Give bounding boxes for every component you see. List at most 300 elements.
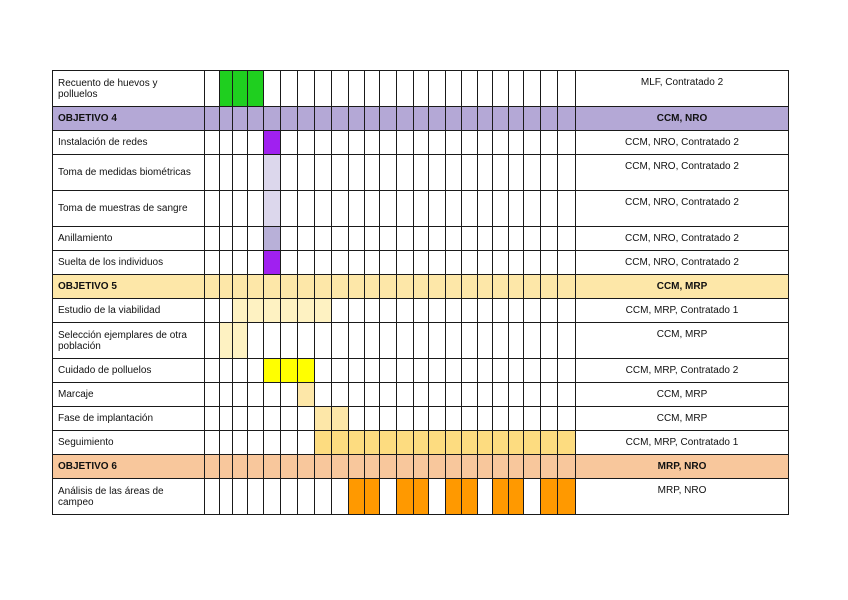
- timeline-cell: [524, 71, 541, 107]
- task-row: [53, 431, 789, 455]
- schedule-body: [53, 71, 789, 515]
- timeline-cell: [233, 191, 248, 227]
- objective-label: OBJETIVO 5: [53, 275, 205, 299]
- timeline-cell: [558, 131, 576, 155]
- timeline-cell: [429, 155, 446, 191]
- timeline-cell: [558, 299, 576, 323]
- timeline-cell: [248, 323, 264, 359]
- timeline-cell: [365, 71, 380, 107]
- timeline-cell: [281, 479, 298, 515]
- timeline-cell: [205, 131, 220, 155]
- timeline-cell: [429, 323, 446, 359]
- task-responsible: CCM, NRO, Contratado 2: [576, 251, 789, 275]
- timeline-cell: [349, 227, 365, 251]
- timeline-cell: [524, 299, 541, 323]
- timeline-cell: [414, 455, 429, 479]
- timeline-cell: [380, 299, 397, 323]
- timeline-cell: [264, 383, 281, 407]
- timeline-cell: [365, 455, 380, 479]
- timeline-cell-active: [233, 323, 248, 359]
- timeline-cell: [298, 107, 315, 131]
- task-responsible: CCM, MRP, Contratado 1: [576, 431, 789, 455]
- timeline-cell: [220, 155, 233, 191]
- task-label: Instalación de redes: [53, 131, 205, 155]
- timeline-cell: [332, 107, 349, 131]
- timeline-cell: [478, 383, 493, 407]
- timeline-cell: [493, 323, 509, 359]
- timeline-cell: [281, 323, 298, 359]
- task-row: [53, 299, 789, 323]
- timeline-cell: [332, 275, 349, 299]
- timeline-cell: [397, 71, 414, 107]
- timeline-cell: [233, 251, 248, 275]
- timeline-cell: [397, 251, 414, 275]
- timeline-cell: [524, 479, 541, 515]
- timeline-cell: [558, 275, 576, 299]
- timeline-cell: [397, 383, 414, 407]
- timeline-cell: [205, 479, 220, 515]
- timeline-cell: [380, 107, 397, 131]
- timeline-cell: [281, 383, 298, 407]
- timeline-cell-active: [349, 431, 365, 455]
- timeline-cell: [220, 455, 233, 479]
- timeline-cell: [380, 275, 397, 299]
- timeline-cell: [205, 431, 220, 455]
- timeline-cell: [493, 407, 509, 431]
- timeline-cell: [509, 359, 524, 383]
- timeline-cell: [397, 131, 414, 155]
- timeline-cell: [414, 407, 429, 431]
- timeline-cell: [429, 455, 446, 479]
- timeline-cell: [248, 431, 264, 455]
- timeline-cell: [462, 407, 478, 431]
- timeline-cell: [332, 131, 349, 155]
- timeline-cell: [380, 251, 397, 275]
- timeline-cell: [446, 383, 462, 407]
- timeline-cell: [397, 455, 414, 479]
- timeline-cell: [558, 155, 576, 191]
- timeline-cell: [365, 299, 380, 323]
- task-label: Toma de medidas biométricas: [53, 155, 205, 191]
- timeline-cell: [220, 407, 233, 431]
- timeline-cell: [248, 251, 264, 275]
- timeline-cell: [315, 479, 332, 515]
- timeline-cell-active: [397, 479, 414, 515]
- objective-row: [53, 455, 789, 479]
- timeline-cell: [315, 71, 332, 107]
- objective-responsible: CCM, NRO: [576, 107, 789, 131]
- timeline-cell-active: [233, 71, 248, 107]
- timeline-cell: [541, 407, 558, 431]
- timeline-cell: [509, 407, 524, 431]
- timeline-cell: [524, 227, 541, 251]
- timeline-cell: [478, 131, 493, 155]
- timeline-cell: [332, 227, 349, 251]
- timeline-cell-active: [281, 359, 298, 383]
- timeline-cell: [220, 107, 233, 131]
- timeline-cell: [365, 155, 380, 191]
- timeline-cell: [220, 191, 233, 227]
- timeline-cell: [462, 155, 478, 191]
- timeline-cell: [349, 71, 365, 107]
- timeline-cell: [524, 455, 541, 479]
- task-responsible: CCM, NRO, Contratado 2: [576, 191, 789, 227]
- task-label: Selección ejemplares de otra población: [53, 323, 205, 359]
- timeline-cell: [365, 107, 380, 131]
- timeline-cell: [541, 323, 558, 359]
- timeline-cell: [541, 455, 558, 479]
- timeline-cell: [397, 323, 414, 359]
- timeline-cell: [380, 131, 397, 155]
- timeline-cell: [264, 275, 281, 299]
- timeline-cell: [205, 359, 220, 383]
- timeline-cell: [462, 299, 478, 323]
- timeline-cell: [349, 359, 365, 383]
- timeline-cell: [220, 251, 233, 275]
- task-row: [53, 383, 789, 407]
- timeline-cell: [446, 191, 462, 227]
- timeline-cell: [233, 359, 248, 383]
- timeline-cell: [205, 383, 220, 407]
- timeline-cell: [281, 131, 298, 155]
- timeline-cell: [558, 455, 576, 479]
- timeline-cell: [509, 323, 524, 359]
- timeline-cell: [446, 71, 462, 107]
- timeline-cell: [248, 191, 264, 227]
- timeline-cell: [429, 383, 446, 407]
- timeline-cell: [233, 455, 248, 479]
- timeline-cell: [429, 299, 446, 323]
- timeline-cell: [315, 383, 332, 407]
- timeline-cell: [349, 107, 365, 131]
- timeline-cell: [298, 455, 315, 479]
- timeline-cell: [380, 383, 397, 407]
- timeline-cell: [205, 323, 220, 359]
- timeline-cell: [493, 155, 509, 191]
- timeline-cell: [524, 383, 541, 407]
- timeline-cell: [462, 275, 478, 299]
- task-responsible: CCM, MRP: [576, 407, 789, 431]
- timeline-cell: [248, 455, 264, 479]
- timeline-cell: [397, 191, 414, 227]
- timeline-cell: [365, 407, 380, 431]
- task-responsible: CCM, NRO, Contratado 2: [576, 131, 789, 155]
- task-label: Suelta de los individuos: [53, 251, 205, 275]
- timeline-cell: [349, 155, 365, 191]
- timeline-cell: [298, 431, 315, 455]
- timeline-cell: [524, 155, 541, 191]
- timeline-cell: [349, 131, 365, 155]
- timeline-cell: [332, 383, 349, 407]
- task-row: [53, 323, 789, 359]
- timeline-cell: [233, 155, 248, 191]
- timeline-cell: [493, 131, 509, 155]
- timeline-cell: [365, 275, 380, 299]
- timeline-cell: [414, 275, 429, 299]
- timeline-cell: [446, 455, 462, 479]
- timeline-cell-active: [558, 479, 576, 515]
- timeline-cell: [462, 227, 478, 251]
- timeline-cell: [205, 407, 220, 431]
- timeline-cell: [298, 191, 315, 227]
- timeline-cell: [315, 359, 332, 383]
- timeline-cell: [298, 275, 315, 299]
- timeline-cell: [365, 383, 380, 407]
- timeline-cell-active: [281, 299, 298, 323]
- timeline-cell: [248, 131, 264, 155]
- timeline-cell: [332, 359, 349, 383]
- task-row: [53, 131, 789, 155]
- timeline-cell: [248, 383, 264, 407]
- schedule-table: [52, 70, 789, 515]
- timeline-cell: [298, 227, 315, 251]
- timeline-cell: [462, 455, 478, 479]
- timeline-cell-active: [298, 359, 315, 383]
- objective-responsible: MRP, NRO: [576, 455, 789, 479]
- timeline-cell: [281, 275, 298, 299]
- task-label: Recuento de huevos y polluelos: [53, 71, 205, 107]
- timeline-cell: [414, 299, 429, 323]
- task-label: Fase de implantación: [53, 407, 205, 431]
- task-label: Marcaje: [53, 383, 205, 407]
- timeline-cell: [524, 323, 541, 359]
- timeline-cell: [493, 191, 509, 227]
- timeline-cell: [298, 155, 315, 191]
- timeline-cell: [365, 131, 380, 155]
- timeline-cell: [541, 251, 558, 275]
- timeline-cell-active: [478, 431, 493, 455]
- task-row: [53, 227, 789, 251]
- task-row: [53, 407, 789, 431]
- timeline-cell: [524, 407, 541, 431]
- timeline-cell: [233, 407, 248, 431]
- timeline-cell-active: [349, 479, 365, 515]
- timeline-cell: [264, 431, 281, 455]
- timeline-cell: [380, 455, 397, 479]
- timeline-cell: [233, 479, 248, 515]
- timeline-cell: [332, 479, 349, 515]
- timeline-cell: [493, 251, 509, 275]
- timeline-cell: [281, 407, 298, 431]
- timeline-cell: [446, 131, 462, 155]
- timeline-cell: [315, 191, 332, 227]
- timeline-cell: [332, 251, 349, 275]
- timeline-cell-active: [558, 431, 576, 455]
- timeline-cell-active: [332, 431, 349, 455]
- timeline-cell: [220, 299, 233, 323]
- timeline-cell: [315, 323, 332, 359]
- timeline-cell: [558, 107, 576, 131]
- timeline-cell: [541, 71, 558, 107]
- timeline-cell: [205, 107, 220, 131]
- timeline-cell: [429, 407, 446, 431]
- objective-label: OBJETIVO 6: [53, 455, 205, 479]
- timeline-cell: [281, 455, 298, 479]
- timeline-cell: [541, 299, 558, 323]
- timeline-cell-active: [298, 383, 315, 407]
- task-label: Cuidado de polluelos: [53, 359, 205, 383]
- timeline-cell: [332, 155, 349, 191]
- timeline-cell: [478, 407, 493, 431]
- timeline-cell: [205, 299, 220, 323]
- timeline-cell-active: [264, 131, 281, 155]
- timeline-cell: [332, 323, 349, 359]
- timeline-cell: [233, 107, 248, 131]
- timeline-cell: [509, 227, 524, 251]
- timeline-cell: [446, 407, 462, 431]
- timeline-cell: [446, 107, 462, 131]
- timeline-cell-active: [220, 323, 233, 359]
- timeline-cell: [429, 359, 446, 383]
- timeline-cell-active: [414, 479, 429, 515]
- timeline-cell: [509, 71, 524, 107]
- timeline-cell-active: [233, 299, 248, 323]
- timeline-cell: [524, 251, 541, 275]
- timeline-cell-active: [509, 431, 524, 455]
- timeline-cell: [220, 383, 233, 407]
- timeline-cell: [380, 323, 397, 359]
- timeline-cell: [315, 275, 332, 299]
- task-responsible: CCM, MRP, Contratado 2: [576, 359, 789, 383]
- timeline-cell: [446, 227, 462, 251]
- timeline-cell: [264, 455, 281, 479]
- task-responsible: CCM, NRO, Contratado 2: [576, 155, 789, 191]
- timeline-cell: [524, 275, 541, 299]
- timeline-cell: [298, 71, 315, 107]
- timeline-cell: [446, 155, 462, 191]
- timeline-cell: [315, 251, 332, 275]
- task-responsible: MLF, Contratado 2: [576, 71, 789, 107]
- timeline-cell: [414, 107, 429, 131]
- timeline-cell: [349, 299, 365, 323]
- timeline-cell: [509, 251, 524, 275]
- timeline-cell: [264, 71, 281, 107]
- timeline-cell: [315, 455, 332, 479]
- timeline-cell: [429, 107, 446, 131]
- timeline-cell: [462, 323, 478, 359]
- timeline-cell: [478, 71, 493, 107]
- timeline-cell: [414, 227, 429, 251]
- timeline-cell: [380, 155, 397, 191]
- timeline-cell: [478, 323, 493, 359]
- timeline-cell-active: [315, 299, 332, 323]
- timeline-cell: [248, 155, 264, 191]
- timeline-cell: [509, 275, 524, 299]
- timeline-cell: [281, 71, 298, 107]
- timeline-cell: [349, 383, 365, 407]
- timeline-cell: [298, 479, 315, 515]
- timeline-cell: [493, 383, 509, 407]
- task-responsible: MRP, NRO: [576, 479, 789, 515]
- timeline-cell: [462, 131, 478, 155]
- timeline-cell-active: [248, 299, 264, 323]
- timeline-cell: [429, 71, 446, 107]
- timeline-cell: [281, 227, 298, 251]
- timeline-cell: [332, 71, 349, 107]
- timeline-cell: [446, 275, 462, 299]
- task-responsible: CCM, MRP: [576, 383, 789, 407]
- timeline-cell: [397, 407, 414, 431]
- timeline-cell: [446, 251, 462, 275]
- timeline-cell: [332, 299, 349, 323]
- timeline-cell: [541, 191, 558, 227]
- timeline-cell: [493, 299, 509, 323]
- timeline-cell: [493, 275, 509, 299]
- timeline-cell: [205, 275, 220, 299]
- timeline-cell: [429, 227, 446, 251]
- timeline-cell-active: [264, 155, 281, 191]
- timeline-cell: [493, 359, 509, 383]
- timeline-cell: [315, 227, 332, 251]
- timeline-cell: [220, 479, 233, 515]
- timeline-cell: [233, 131, 248, 155]
- timeline-cell-active: [397, 431, 414, 455]
- timeline-cell-active: [541, 431, 558, 455]
- timeline-cell: [248, 227, 264, 251]
- timeline-cell: [462, 359, 478, 383]
- timeline-cell: [558, 191, 576, 227]
- objective-row: [53, 275, 789, 299]
- timeline-cell: [541, 359, 558, 383]
- task-label: Toma de muestras de sangre: [53, 191, 205, 227]
- timeline-cell-active: [298, 299, 315, 323]
- timeline-cell: [493, 227, 509, 251]
- timeline-cell: [233, 383, 248, 407]
- timeline-cell: [541, 131, 558, 155]
- timeline-cell: [429, 275, 446, 299]
- timeline-cell: [509, 155, 524, 191]
- timeline-cell: [397, 275, 414, 299]
- timeline-cell-active: [446, 479, 462, 515]
- timeline-cell-active: [264, 359, 281, 383]
- timeline-cell: [414, 155, 429, 191]
- timeline-cell: [509, 191, 524, 227]
- timeline-cell: [446, 323, 462, 359]
- timeline-cell: [397, 227, 414, 251]
- timeline-cell: [541, 155, 558, 191]
- timeline-cell: [349, 251, 365, 275]
- timeline-cell: [478, 479, 493, 515]
- task-responsible: CCM, MRP, Contratado 1: [576, 299, 789, 323]
- task-label: Análisis de las áreas de campeo: [53, 479, 205, 515]
- timeline-cell: [478, 275, 493, 299]
- timeline-cell: [380, 359, 397, 383]
- timeline-cell-active: [524, 431, 541, 455]
- timeline-cell: [205, 71, 220, 107]
- timeline-cell: [414, 251, 429, 275]
- timeline-cell: [365, 323, 380, 359]
- timeline-cell-active: [315, 431, 332, 455]
- timeline-cell: [205, 155, 220, 191]
- timeline-cell-active: [380, 431, 397, 455]
- timeline-cell: [558, 383, 576, 407]
- timeline-cell: [414, 323, 429, 359]
- timeline-cell: [478, 155, 493, 191]
- timeline-cell: [493, 107, 509, 131]
- timeline-cell: [397, 299, 414, 323]
- timeline-cell: [380, 191, 397, 227]
- timeline-cell: [493, 455, 509, 479]
- timeline-cell: [380, 71, 397, 107]
- timeline-cell: [397, 155, 414, 191]
- timeline-cell-active: [248, 71, 264, 107]
- timeline-cell: [298, 251, 315, 275]
- timeline-cell: [429, 479, 446, 515]
- timeline-cell: [281, 191, 298, 227]
- timeline-cell: [365, 359, 380, 383]
- timeline-cell: [478, 455, 493, 479]
- timeline-cell: [264, 323, 281, 359]
